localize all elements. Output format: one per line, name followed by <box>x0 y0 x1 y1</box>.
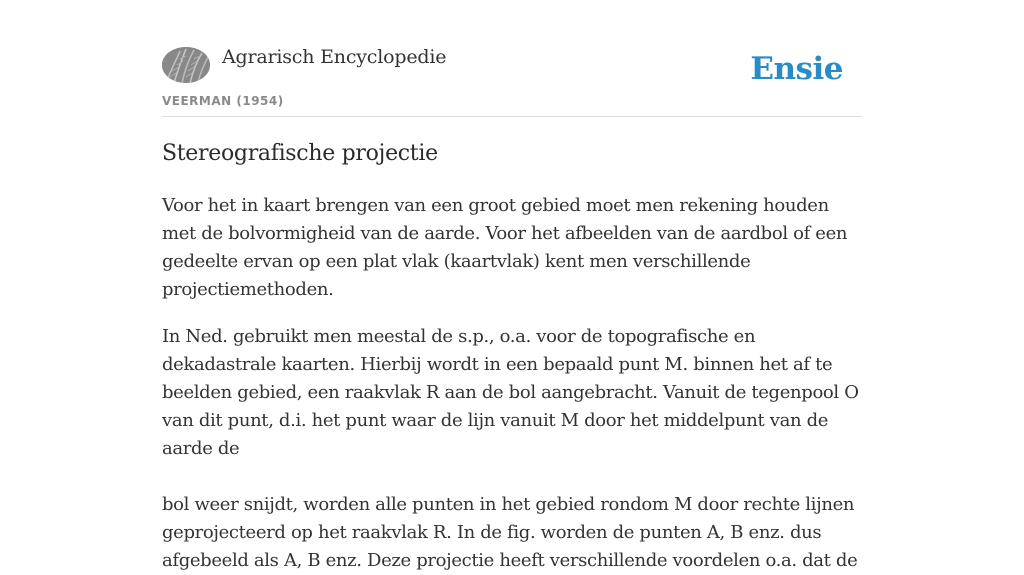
ensie-logo[interactable]: Ensie <box>750 51 843 87</box>
book-title[interactable]: Agrarisch Encyclopedie <box>222 46 447 68</box>
article-title: Stereografische projectie <box>162 141 438 166</box>
paragraph: Voor het in kaart brengen van een groot gebied moet men rekening houden met de bolvormigheid van de aarde. Voor het afbeelden van de aardbol of een gedeelte ervan op een plat vlak (kaartvlak) kent men verschillende projectiemethoden. <box>162 195 848 300</box>
author-label[interactable]: VEERMAN (1954) <box>162 94 284 108</box>
wheat-engraving-icon[interactable] <box>162 47 210 83</box>
header <box>162 44 862 117</box>
article <box>162 138 862 575</box>
paragraph: In Ned. gebruikt men meestal de s.p., o.a. voor de topografische en dekadastrale kaarten. Hierbij wordt in een bepaald punt M. binnen het af te beelden gebied, een raakvlak R aan de bol aangebracht. Vanuit de tegenpool O van dit punt, d.i. het punt waar de lijn vanuit M door het middelpunt van de aarde de <box>162 326 859 459</box>
paragraph: bol weer snijdt, worden alle punten in het gebied rondom M door rechte lijnen geprojecteerd op het raakvlak R. In de fig. worden de punten A, B enz. dus afgebeeld als A, B enz. Deze projectie heeft verschillende voordelen o.a. dat de <box>162 494 858 571</box>
